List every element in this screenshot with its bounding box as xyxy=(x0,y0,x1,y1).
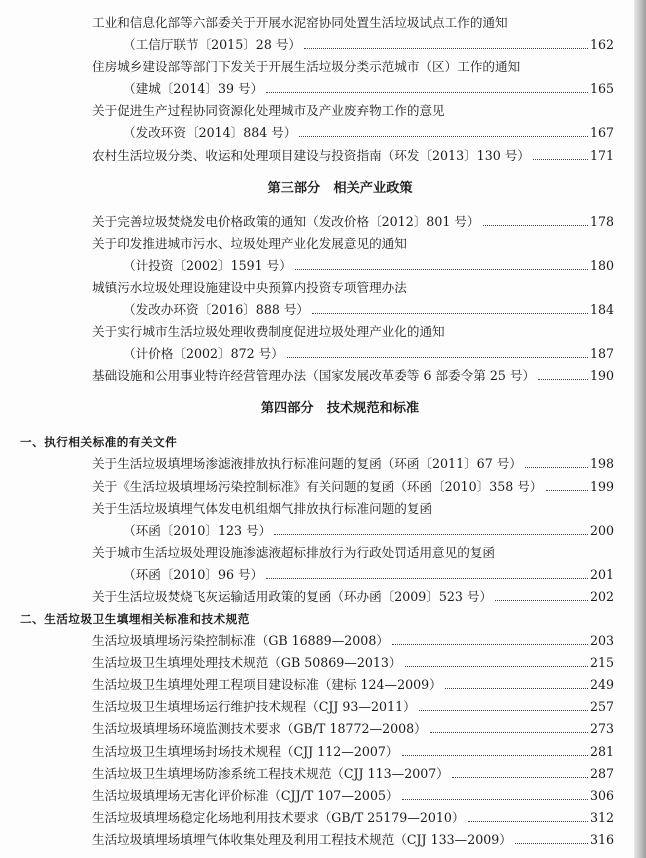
toc-leader-dots xyxy=(483,225,588,226)
toc-entry-page-number: 180 xyxy=(589,257,614,273)
toc-entry-title: 生活垃圾卫生填埋场防渗系统工程技术规范（CJJ 113—2007） xyxy=(92,765,449,781)
toc-entry[interactable] xyxy=(92,586,614,608)
toc-entry-title: 工业和信息化部等六部委关于开展水泥窑协同处置生活垃圾试点工作的通知 xyxy=(92,15,508,30)
toc-entry[interactable] xyxy=(92,321,614,343)
toc-entry[interactable] xyxy=(92,453,614,475)
toc-entry-page-number: 190 xyxy=(589,368,614,384)
toc-leader-dots xyxy=(533,159,588,160)
toc-entry[interactable] xyxy=(92,696,614,718)
table-of-contents xyxy=(20,12,614,851)
toc-entry[interactable] xyxy=(92,520,614,542)
section2-heading: 二、生活垃圾卫生填埋相关标准和技术规范 xyxy=(20,612,250,627)
toc-entry-title: 关于生活垃圾焚烧飞灰运输适用政策的复函（环办函〔2009〕523 号） xyxy=(92,588,493,604)
toc-entry-page-number: 257 xyxy=(589,699,614,715)
toc-entry[interactable] xyxy=(92,498,614,520)
toc-entry-page-number: 178 xyxy=(589,213,614,229)
toc-entry[interactable] xyxy=(92,100,614,122)
toc-entry-page-number: 199 xyxy=(589,478,614,494)
section1-heading: 一、执行相关标准的有关文件 xyxy=(20,435,178,450)
toc-entry-page-number: 249 xyxy=(589,677,614,693)
toc-entry-title: 关于城市生活垃圾处理设施渗滤液超标排放行为行政处罚适用意见的复函 xyxy=(92,544,495,560)
toc-entry-title: 住房城乡建设部等部门下发关于开展生活垃圾分类示范城市（区）工作的通知 xyxy=(92,59,521,75)
toc-entry[interactable] xyxy=(92,652,614,674)
toc-entry-page-number: 162 xyxy=(589,37,614,53)
toc-leader-dots xyxy=(304,48,588,49)
toc-entry[interactable] xyxy=(92,785,614,807)
toc-entry-title: 生活垃圾卫生填埋处理技术规范（GB 50869—2013） xyxy=(92,655,402,671)
toc-entry[interactable] xyxy=(92,122,614,144)
toc-block-section1 xyxy=(92,453,614,608)
toc-entry-title: （计投资〔2002〕1591 号） xyxy=(123,257,292,273)
toc-entry-title: 生活垃圾卫生填埋场运行维护技术规程（CJJ 93—2011） xyxy=(92,699,416,715)
toc-leader-dots xyxy=(452,777,588,778)
toc-entry-title: 关于生活垃圾填埋场渗滤液排放执行标准问题的复函（环函〔2011〕67 号） xyxy=(92,456,522,472)
toc-entry-title: 生活垃圾卫生填埋处理工程项目建设标准（建标 124—2009） xyxy=(92,677,442,693)
toc-entry-title: 生活垃圾填埋场稳定化场地利用技术要求（GB/T 25179—2010） xyxy=(92,809,465,825)
toc-leader-dots xyxy=(392,644,588,645)
toc-leader-dots xyxy=(546,490,588,491)
toc-entry-page-number: 165 xyxy=(589,81,614,97)
toc-entry[interactable] xyxy=(92,630,614,652)
toc-leader-dots xyxy=(274,534,588,535)
toc-entry[interactable] xyxy=(92,277,614,299)
toc-entry-page-number: 202 xyxy=(589,588,614,604)
toc-entry-page-number: 203 xyxy=(589,633,614,649)
toc-entry[interactable] xyxy=(92,542,614,564)
toc-entry[interactable] xyxy=(92,34,614,56)
toc-entry-page-number: 167 xyxy=(589,125,614,141)
toc-leader-dots xyxy=(445,688,588,689)
toc-entry-page-number: 287 xyxy=(589,765,614,781)
toc-leader-dots xyxy=(295,269,588,270)
page-edge-shadow xyxy=(634,0,646,858)
toc-entry-page-number: 306 xyxy=(589,787,614,803)
toc-entry-title: 关于《生活垃圾填埋场污染控制标准》有关问题的复函（环函〔2010〕358 号） xyxy=(92,478,543,494)
toc-entry-page-number: 316 xyxy=(589,831,614,847)
toc-entry-page-number: 281 xyxy=(589,743,614,759)
toc-entry-page-number: 273 xyxy=(589,721,614,737)
toc-entry-title: 城镇污水垃圾处理设施建设中央预算内投资专项管理办法 xyxy=(92,279,407,295)
toc-entry[interactable] xyxy=(92,78,614,100)
toc-entry-title: 生活垃圾填埋场环境监测技术要求（GB/T 18772—2008） xyxy=(92,721,427,737)
toc-entry-title: （发改环资〔2014〕884 号） xyxy=(123,125,297,141)
toc-block-part3 xyxy=(92,211,614,388)
toc-leader-dots xyxy=(299,136,588,137)
toc-leader-dots xyxy=(402,755,588,756)
toc-leader-dots xyxy=(312,313,588,314)
toc-leader-dots xyxy=(468,821,588,822)
toc-leader-dots xyxy=(402,799,588,800)
toc-entry-title: （环函〔2010〕123 号） xyxy=(123,522,272,538)
toc-leader-dots xyxy=(525,467,588,468)
toc-leader-dots xyxy=(266,92,588,93)
toc-entry-page-number: 215 xyxy=(589,655,614,671)
toc-entry[interactable] xyxy=(92,145,614,167)
toc-entry[interactable] xyxy=(92,674,614,696)
toc-entry-title: 关于促进生产过程协同资源化处理城市及产业废弃物工作的意见 xyxy=(92,103,445,119)
toc-entry-title: 关于印发推进城市污水、垃圾处理产业化发展意见的通知 xyxy=(92,235,407,251)
toc-entry-page-number: 312 xyxy=(589,809,614,825)
toc-entry[interactable] xyxy=(92,476,614,498)
toc-entry[interactable] xyxy=(92,255,614,277)
toc-entry[interactable] xyxy=(92,211,614,233)
toc-entry-title: 关于生活垃圾填埋气体发电机组烟气排放执行标准问题的复函 xyxy=(92,500,433,516)
toc-entry-title: （建城〔2014〕39 号） xyxy=(123,81,264,97)
toc-leader-dots xyxy=(515,843,588,844)
toc-entry-title: 生活垃圾填埋场填埋气体收集处理及利用工程技术规范（CJJ 133—2009） xyxy=(92,831,512,847)
toc-leader-dots xyxy=(538,379,588,380)
toc-entry-title: （环函〔2010〕96 号） xyxy=(123,566,264,582)
toc-leader-dots xyxy=(495,600,588,601)
toc-leader-dots xyxy=(287,357,588,358)
toc-entry-page-number: 198 xyxy=(589,456,614,472)
toc-entry[interactable] xyxy=(92,365,614,387)
toc-leader-dots xyxy=(430,732,588,733)
toc-block-part2-tail xyxy=(92,12,614,167)
toc-entry-title: 生活垃圾填埋场无害化评价标准（CJJ/T 107—2005） xyxy=(92,787,399,803)
toc-entry-title: （计价格〔2002〕872 号） xyxy=(123,346,284,362)
part3-heading: 第三部分 相关产业政策 xyxy=(267,180,413,196)
toc-entry-title: 关于实行城市生活垃圾处理收费制度促进垃圾处理产业化的通知 xyxy=(92,324,445,340)
toc-entry-title: 关于完善垃圾焚烧发电价格政策的通知（发改价格〔2012〕801 号） xyxy=(92,213,480,229)
toc-entry[interactable] xyxy=(92,233,614,255)
part4-heading: 第四部分 技术规范和标准 xyxy=(260,401,420,417)
toc-entry[interactable] xyxy=(92,741,614,763)
toc-entry-title: 生活垃圾卫生填埋场封场技术规程（CJJ 112—2007） xyxy=(92,743,399,759)
toc-leader-dots xyxy=(405,666,588,667)
toc-entry[interactable] xyxy=(92,807,614,829)
toc-entry[interactable] xyxy=(92,829,614,851)
toc-entry-title: 基础设施和公用事业特许经营管理办法（国家发展改革委等 6 部委令第 25 号） xyxy=(92,368,536,384)
toc-entry-page-number: 171 xyxy=(589,147,614,163)
toc-entry-page-number: 187 xyxy=(589,346,614,362)
toc-entry[interactable] xyxy=(92,763,614,785)
toc-entry-title: 农村生活垃圾分类、收运和处理项目建设与投资指南（环发〔2013〕130 号） xyxy=(92,147,530,163)
toc-block-section2 xyxy=(92,630,614,851)
toc-entry-title: 生活垃圾填埋场污染控制标准（GB 16889—2008） xyxy=(92,633,389,649)
toc-leader-dots xyxy=(266,578,588,579)
toc-entry[interactable] xyxy=(92,56,614,78)
toc-entry-title: （发改办环资〔2016〕888 号） xyxy=(123,302,310,318)
toc-entry-page-number: 184 xyxy=(589,302,614,318)
toc-leader-dots xyxy=(419,710,588,711)
toc-entry[interactable] xyxy=(92,564,614,586)
toc-entry[interactable] xyxy=(92,718,614,740)
toc-entry[interactable] xyxy=(92,343,614,365)
toc-entry[interactable] xyxy=(92,12,614,34)
toc-entry-page-number: 200 xyxy=(589,522,614,538)
toc-entry-page-number: 201 xyxy=(589,566,614,582)
toc-entry[interactable] xyxy=(92,299,614,321)
toc-entry-title: （工信厅联节〔2015〕28 号） xyxy=(123,37,302,53)
